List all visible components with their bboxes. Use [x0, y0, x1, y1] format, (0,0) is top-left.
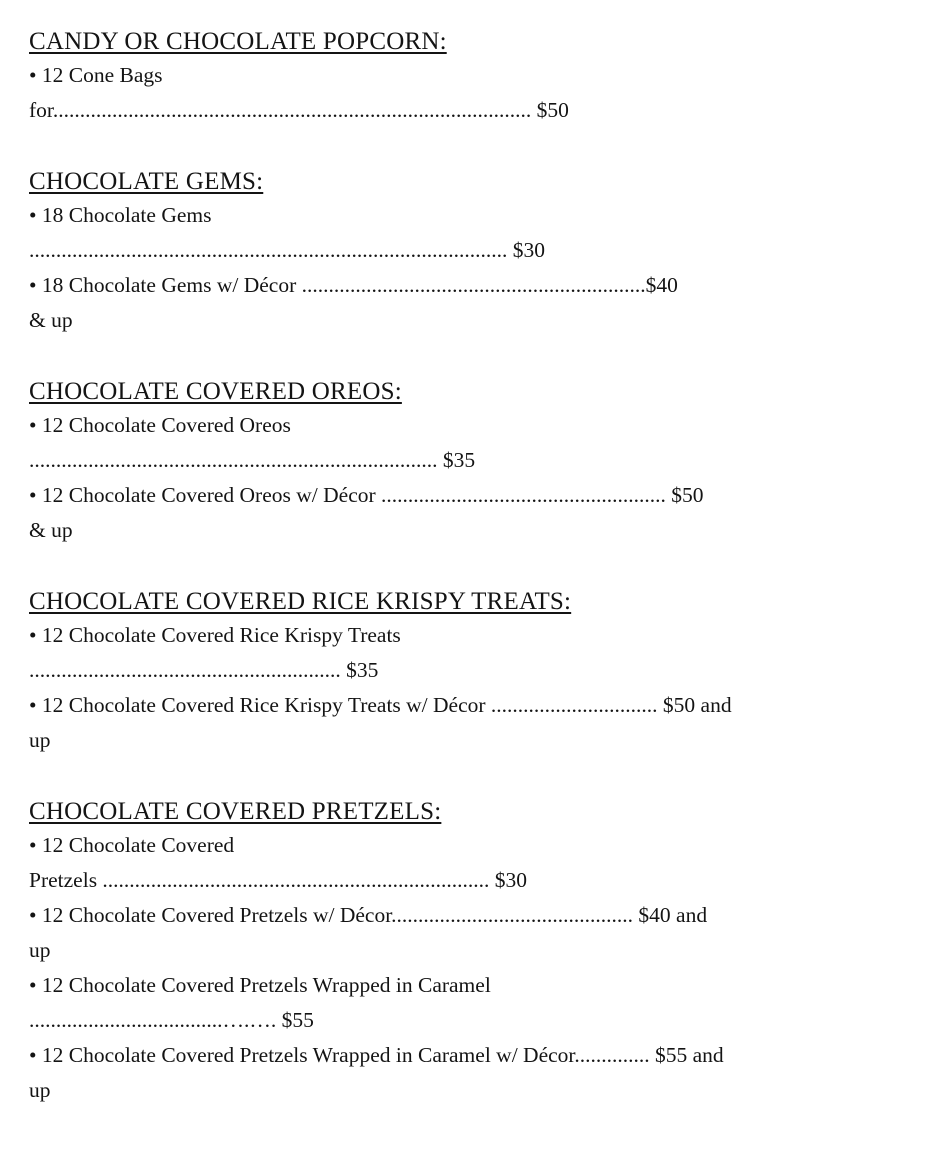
section-heading: CHOCOLATE GEMS:: [29, 168, 264, 195]
item-line: • 12 Chocolate Covered Pretzels Wrapped in Caramel w/ Décor.............. $55 and: [29, 1043, 724, 1067]
section-heading: CHOCOLATE COVERED RICE KRISPY TREATS:: [29, 588, 572, 615]
section-heading: CHOCOLATE COVERED PRETZELS:: [29, 798, 442, 825]
item-line: • 18 Chocolate Gems w/ Décor ................................................................$40: [29, 273, 678, 297]
price-line: for......................................................................................... $50: [29, 98, 569, 122]
item-line: • 12 Chocolate Covered Oreos: [29, 413, 291, 437]
section-rice-krispy-treats: [29, 586, 929, 758]
section-candy-popcorn: [29, 26, 929, 128]
item-line: • 18 Chocolate Gems: [29, 203, 212, 227]
section-chocolate-covered-oreos: [29, 376, 929, 548]
section-chocolate-gems: [29, 166, 929, 338]
price-line: ....................................….…. $55: [29, 1008, 314, 1032]
price-line: up: [29, 728, 51, 752]
price-line: ......................................................................................... $30: [29, 238, 545, 262]
item-line: • 12 Cone Bags: [29, 63, 163, 87]
price-line: Pretzels ........................................................................ $30: [29, 868, 528, 892]
section-chocolate-covered-pretzels: [29, 796, 929, 1108]
price-line: ............................................................................ $35: [29, 448, 476, 472]
price-line: up: [29, 1078, 51, 1102]
item-line: • 12 Chocolate Covered Rice Krispy Treats: [29, 623, 401, 647]
section-heading: CANDY OR CHOCOLATE POPCORN:: [29, 28, 447, 55]
item-line: • 12 Chocolate Covered Pretzels w/ Décor............................................. $40 and: [29, 903, 708, 927]
price-line: .......................................................... $35: [29, 658, 379, 682]
section-heading: CHOCOLATE COVERED OREOS:: [29, 378, 402, 405]
item-line: • 12 Chocolate Covered: [29, 833, 235, 857]
price-line: & up: [29, 308, 73, 332]
price-line: & up: [29, 518, 73, 542]
item-line: • 12 Chocolate Covered Pretzels Wrapped in Caramel: [29, 973, 491, 997]
item-line: • 12 Chocolate Covered Oreos w/ Décor ..................................................... $50: [29, 483, 704, 507]
price-list: [29, 26, 929, 1146]
item-line: • 12 Chocolate Covered Rice Krispy Treats w/ Décor ............................... $50 and: [29, 693, 732, 717]
price-line: up: [29, 938, 51, 962]
